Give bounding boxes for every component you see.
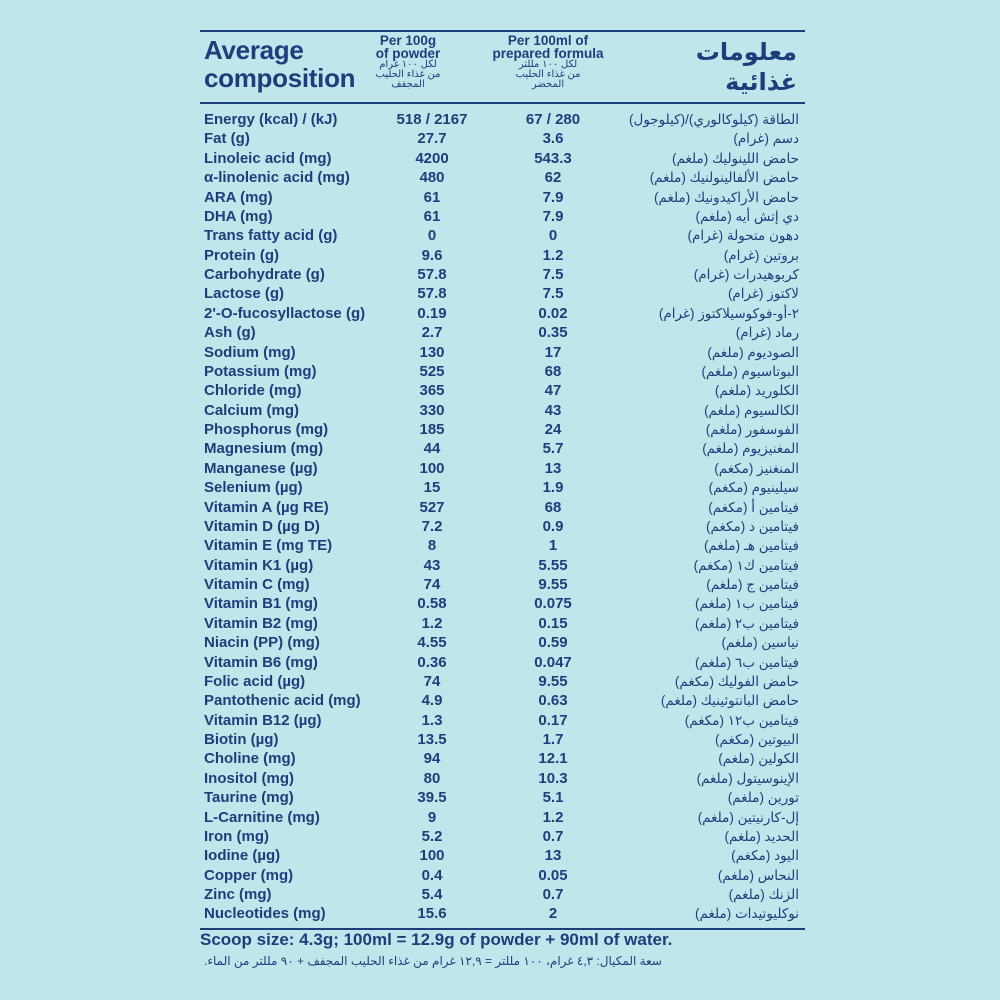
table-row [200,343,805,362]
value-per-100ml: 0.59 [538,634,568,652]
nutrient-name-ar: الإينوسيتول (ملغم) [696,770,799,786]
nutrient-name-ar: دسم (غرام) [733,131,799,147]
table-row [200,846,805,865]
value-per-100ml: 47 [544,382,562,400]
value-per-100g: 27.7 [417,130,447,148]
table-row [200,827,805,846]
nutrient-name-ar: إل-كارنيتين (ملغم) [697,809,799,825]
scoop-size-arabic: سعة المكيال: ٤,٣ غرام، ١٠٠ مللتر = ١٢,٩ غرام من غذاء الحليب المجفف + ٩٠ مللتر من الماء. [204,954,662,968]
value-per-100ml: 9.55 [538,576,568,593]
nutrient-name-en: Linoleic acid (mg) [204,149,332,167]
nutrient-name-en: Vitamin B2 (mg) [204,614,318,632]
value-per-100g: 365 [419,382,445,400]
table-row [200,711,805,730]
nutrient-name-en: Potassium (mg) [204,362,317,380]
nutrient-name-en: L-Carnitine (mg) [204,808,320,826]
value-per-100ml: 10.3 [538,769,568,787]
nutrient-name-en: Chloride (mg) [204,382,302,400]
value-per-100g: 74 [423,576,441,593]
value-per-100ml: 68 [544,362,562,380]
nutrient-name-ar: لاكتوز (غرام) [727,286,799,302]
nutrient-name-en: Choline (mg) [204,750,296,768]
value-per-100ml: 43 [544,401,562,419]
table-row [200,556,805,575]
col2-ar-line1: لكل ١٠٠ مللتر [518,59,578,70]
nutrient-name-ar: دي إتش أيه (ملغم) [695,208,799,224]
nutrient-name-en: Trans fatty acid (g) [204,227,338,245]
table-row [200,381,805,400]
nutrient-name-ar: فيتامين ب٢ (ملغم) [695,615,799,631]
value-per-100g: 518 / 2167 [396,111,468,128]
table-row [200,866,805,885]
value-per-100g: 80 [423,769,441,787]
col1-line2: of powder [375,46,441,61]
value-per-100g: 1.3 [421,711,443,729]
nutrient-name-ar: الكولين (ملغم) [718,751,799,767]
value-per-100ml: 0.15 [538,614,568,632]
nutrient-name-en: 2'-O-fucosyllactose (g) [204,304,366,322]
value-per-100ml: 1.2 [542,246,564,264]
nutrient-name-ar: نياسين (ملغم) [721,635,799,651]
top-rule [200,30,805,32]
table-row [200,536,805,555]
value-per-100ml: 1.7 [542,731,564,748]
value-per-100g: 1.2 [421,614,443,632]
scoop-size-english: Scoop size: 4.3g; 100ml = 12.9g of powder + 90ml of water. [200,930,673,949]
table-row [200,672,805,691]
value-per-100ml: 13 [544,847,562,865]
table-row [200,459,805,478]
title-ar-line2: غذائية [725,69,797,96]
table-row [200,614,805,633]
col1-ar-line2: من غذاء الحليب [375,69,441,80]
value-per-100ml: 68 [544,498,562,516]
nutrient-name-ar: الطاقة (كيلوكالوري)/(كيلوجول) [629,112,799,127]
table-row [200,904,805,923]
nutrient-name-en: Lactose (g) [204,285,285,303]
value-per-100g: 74 [423,672,441,690]
value-per-100ml: 0.63 [538,692,568,710]
value-per-100ml: 3.6 [542,130,564,148]
nutrient-name-ar: فيتامين هـ (ملغم) [703,538,799,554]
table-row [200,808,805,827]
table-row [200,478,805,497]
value-per-100g: 57.8 [417,285,447,303]
nutrient-name-ar: فيتامين ج (ملغم) [706,577,799,592]
value-per-100g: 330 [419,401,445,419]
value-per-100g: 4.9 [421,692,443,710]
value-per-100ml: 1.9 [542,479,564,497]
value-per-100g: 15 [423,479,441,497]
col1-line1: Per 100g [379,33,437,48]
value-per-100ml: 1 [548,537,558,555]
nutrient-name-ar: الكلوريد (ملغم) [714,383,799,399]
nutrient-name-ar: البوتاسيوم (ملغم) [701,363,799,379]
value-per-100g: 9 [427,808,437,826]
nutrient-name-en: Protein (g) [204,246,279,264]
nutrient-name-ar: المنغنيز (مكغم) [714,460,799,476]
value-per-100g: 9.6 [421,246,443,264]
nutrient-name-ar: حامض اللينوليك (ملغم) [672,150,799,166]
value-per-100ml: 0.9 [542,517,564,535]
value-per-100g: 39.5 [417,789,447,807]
title-en-line1: Average [204,35,304,65]
value-per-100ml: 12.1 [538,750,568,768]
value-per-100ml: 62 [544,169,562,187]
value-per-100ml: 9.55 [538,672,568,690]
value-per-100g: 0.36 [417,653,447,671]
col1-ar-line1: لكل ١٠٠ غرام [379,59,437,70]
nutrient-name-en: α-linolenic acid (mg) [204,169,350,187]
nutrient-name-en: Vitamin C (mg) [204,576,310,593]
header-rule [200,102,805,104]
nutrient-name-ar: النحاس (ملغم) [717,867,799,883]
nutrient-name-ar: فيتامين ك١ (مكغم) [693,557,799,573]
value-per-100ml: 0.7 [542,886,564,903]
nutrient-name-en: Iodine (µg) [204,847,281,865]
value-per-100g: 13.5 [417,731,447,748]
table-row [200,149,805,168]
nutrient-name-ar: دهون متحولة (غرام) [687,228,799,244]
value-per-100g: 44 [423,440,441,458]
table-row [200,401,805,420]
nutrient-name-en: Vitamin E (mg TE) [204,537,333,555]
value-per-100ml: 7.5 [542,285,564,303]
col2-ar-line3: المحضر [531,79,565,90]
value-per-100g: 5.2 [421,827,443,845]
nutrient-name-en: ARA (mg) [204,188,273,206]
value-per-100g: 61 [423,207,441,225]
nutrient-name-en: Vitamin B6 (mg) [204,653,318,671]
table-row [200,769,805,788]
value-per-100ml: 0.17 [538,711,568,729]
table-row [200,323,805,342]
table-row [200,110,805,129]
table-row [200,730,805,749]
nutrient-name-en: Biotin (µg) [204,731,279,748]
table-row [200,284,805,303]
nutrient-name-ar: حامض الفوليك (مكغم) [674,673,799,689]
nutrient-name-en: Vitamin K1 (µg) [204,556,314,574]
table-row [200,885,805,904]
col2-ar-line2: من غذاء الحليب [515,69,581,80]
nutrient-name-ar: اليود (مكغم) [731,848,799,864]
nutrient-name-ar: كربوهيدرات (غرام) [693,267,799,282]
column-header-per-100g [350,34,466,90]
col2-line1: Per 100ml of [507,33,589,48]
nutrient-name-en: Magnesium (mg) [204,440,324,458]
value-per-100g: 94 [423,750,441,768]
value-per-100ml: 5.1 [542,789,564,807]
nutrient-name-en: Fat (g) [204,130,250,148]
value-per-100ml: 543.3 [534,149,572,167]
nutrient-name-ar: حامض الألفالينولنيك (ملغم) [649,170,799,186]
table-row [200,226,805,245]
nutrient-name-en: Nucleotides (mg) [204,905,326,923]
title-english [204,36,355,92]
nutrient-name-ar: نوكليوتيدات (ملغم) [695,906,799,922]
nutrient-name-en: Folic acid (µg) [204,672,306,690]
value-per-100ml: 5.55 [538,556,568,574]
nutrient-name-en: Vitamin A (µg RE) [204,498,329,516]
value-per-100ml: 5.7 [542,440,564,458]
value-per-100ml: 2 [548,905,558,923]
value-per-100g: 7.2 [421,517,443,535]
nutrient-name-en: Ash (g) [204,324,256,342]
value-per-100ml: 24 [544,421,562,438]
table-row [200,207,805,226]
table-row [200,594,805,613]
table-row [200,304,805,323]
table-row [200,575,805,594]
nutrient-name-ar: فيتامين ب١ (ملغم) [695,596,799,612]
nutrient-name-ar: سيلينيوم (مكغم) [708,480,799,496]
nutrient-name-en: Carbohydrate (g) [204,266,325,283]
value-per-100g: 0.58 [417,595,447,613]
title-arabic [696,38,797,98]
value-per-100g: 527 [419,498,445,516]
value-per-100ml: 0.05 [538,866,568,884]
table-row [200,362,805,381]
value-per-100g: 130 [419,343,445,361]
nutrition-label [200,30,805,975]
value-per-100g: 57.8 [417,266,447,283]
table-row [200,517,805,536]
value-per-100ml: 7.9 [542,207,564,225]
nutrient-name-ar: بروتين (غرام) [723,247,799,263]
nutrient-name-ar: الحديد (ملغم) [724,828,799,844]
col2-line2: prepared formula [492,46,604,61]
nutrient-name-ar: الفوسفور (ملغم) [705,422,799,437]
nutrient-name-en: DHA (mg) [204,207,273,225]
nutrient-name-ar: الزنك (ملغم) [728,887,799,902]
nutrient-name-en: Iron (mg) [204,827,269,845]
value-per-100g: 480 [419,169,445,187]
value-per-100ml: 0.075 [534,595,572,613]
value-per-100ml: 7.9 [542,188,564,206]
table-row [200,168,805,187]
value-per-100g: 2.7 [421,324,443,342]
nutrient-name-ar: رماد (غرام) [735,325,799,341]
value-per-100ml: 0.35 [538,324,568,342]
value-per-100g: 61 [423,188,441,206]
nutrient-name-en: Inositol (mg) [204,769,294,787]
nutrient-name-ar: الصوديوم (ملغم) [707,344,799,360]
nutrient-name-en: Vitamin B1 (mg) [204,595,318,613]
nutrient-name-ar: فيتامين ب٦ (ملغم) [695,654,799,670]
table-row [200,653,805,672]
nutrient-name-en: Sodium (mg) [204,343,296,361]
value-per-100g: 0.4 [421,866,443,884]
nutrient-name-en: Zinc (mg) [204,886,272,903]
value-per-100ml: 0 [548,227,558,245]
value-per-100ml: 13 [544,459,562,477]
value-per-100ml: 17 [544,343,562,361]
nutrient-name-ar: فيتامين أ (مكغم) [708,499,799,515]
value-per-100g: 100 [419,847,445,865]
nutrient-name-en: Phosphorus (mg) [204,421,329,438]
table-row [200,749,805,768]
value-per-100ml: 67 / 280 [525,111,581,128]
title-en-line2: composition [204,63,356,93]
nutrient-name-en: Copper (mg) [204,866,294,884]
value-per-100g: 0.19 [417,304,447,322]
nutrient-name-en: Manganese (µg) [204,459,318,477]
nutrient-name-en: Vitamin D (µg D) [204,517,320,535]
table-row [200,265,805,284]
nutrient-name-ar: الكالسيوم (ملغم) [704,402,799,418]
nutrient-name-ar: فيتامين ب١٢ (مكغم) [684,712,799,728]
table-row [200,129,805,148]
value-per-100g: 8 [427,537,437,555]
table-row [200,691,805,710]
nutrient-name-en: Selenium (µg) [204,479,303,497]
table-row [200,188,805,207]
nutrient-name-en: Niacin (PP) (mg) [204,634,320,652]
value-per-100ml: 7.5 [542,266,564,283]
value-per-100g: 100 [419,459,445,477]
nutrient-name-ar: تورين (ملغم) [727,790,799,806]
nutrient-name-en: Energy (kcal) / (kJ) [204,111,338,128]
nutrient-name-en: Taurine (mg) [204,789,294,807]
table-row [200,439,805,458]
value-per-100g: 15.6 [417,905,447,923]
nutrient-name-ar: البيوتين (مكغم) [714,732,799,747]
title-ar-line1: معلومات [695,39,797,66]
value-per-100g: 4200 [415,149,449,167]
value-per-100ml: 0.7 [542,827,564,845]
nutrient-name-ar: فيتامين د (مكغم) [706,518,799,534]
value-per-100g: 4.55 [417,634,447,652]
nutrient-table [200,110,805,924]
nutrient-name-ar: حامض الأراكيدونيك (ملغم) [654,189,799,205]
value-per-100ml: 0.047 [534,653,572,671]
table-row [200,633,805,652]
nutrient-name-ar: حامض البانتوثينيك (ملغم) [660,693,799,709]
nutrient-name-en: Pantothenic acid (mg) [204,692,361,710]
table-row [200,788,805,807]
value-per-100ml: 0.02 [538,304,568,322]
nutrient-name-en: Calcium (mg) [204,401,300,419]
column-header-per-100ml [478,34,618,90]
table-row [200,498,805,517]
value-per-100g: 43 [423,556,441,574]
table-row [200,420,805,439]
value-per-100g: 0 [427,227,437,245]
table-row [200,246,805,265]
value-per-100g: 525 [419,362,445,380]
nutrient-name-ar: ٢-أو-فوكوسيلاكتوز (غرام) [658,305,799,321]
value-per-100ml: 1.2 [542,808,564,826]
value-per-100g: 185 [419,421,445,438]
value-per-100g: 5.4 [421,886,443,903]
col1-ar-line3: المجفف [391,79,425,90]
nutrient-name-ar: المغنيزيوم (ملغم) [702,441,799,457]
nutrient-name-en: Vitamin B12 (µg) [204,711,322,729]
